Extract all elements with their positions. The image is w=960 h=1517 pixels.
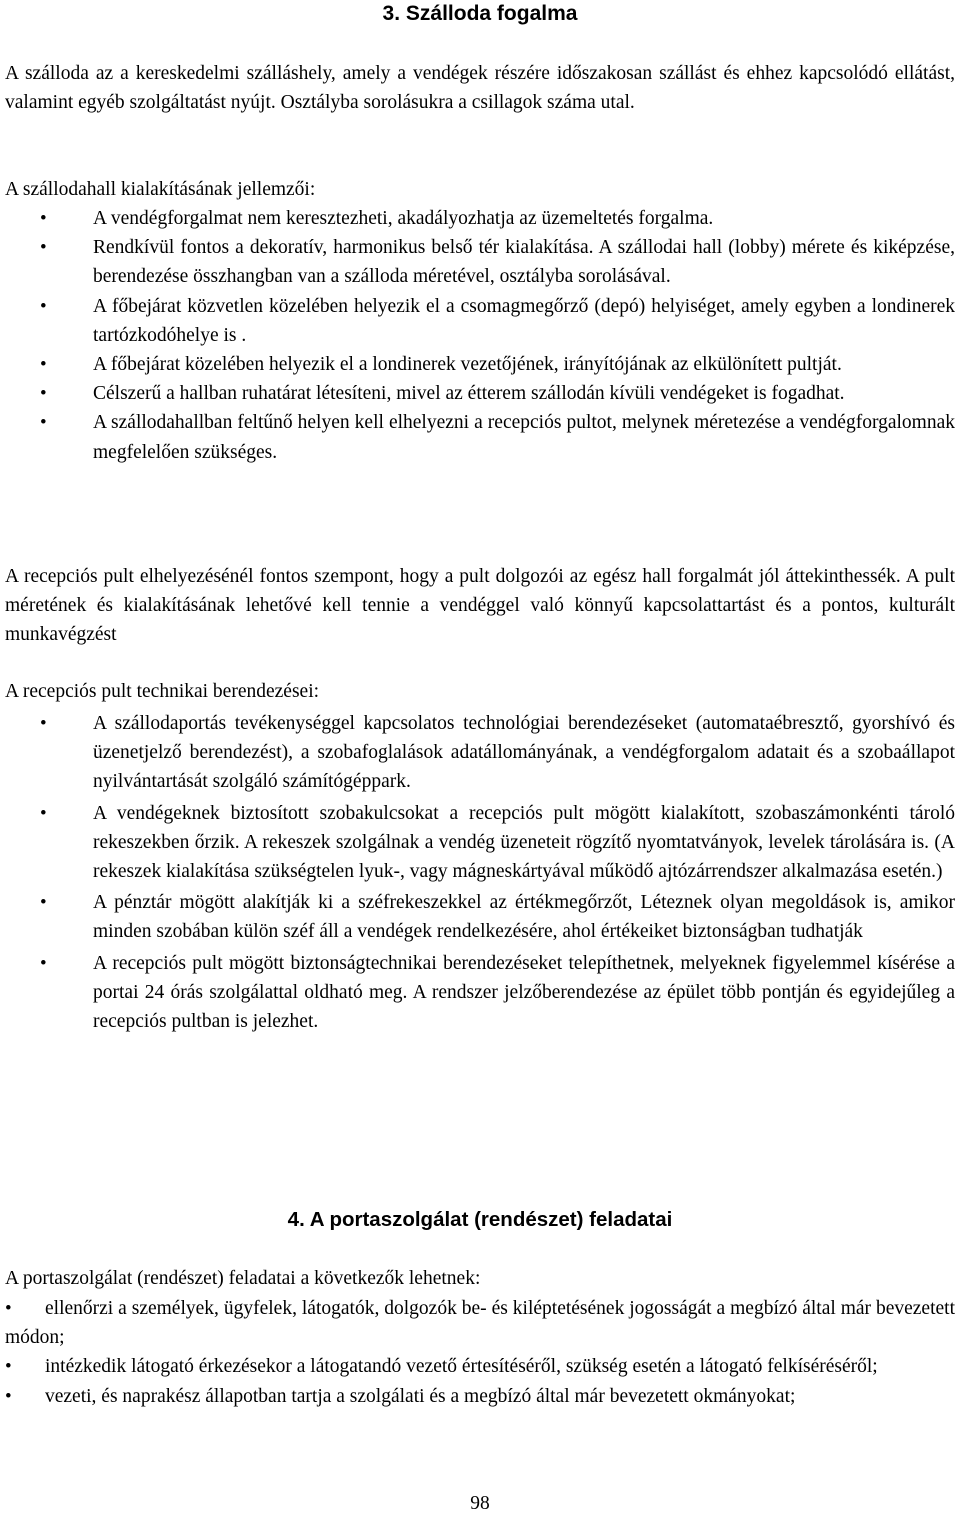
- bullet-icon: •: [40, 892, 47, 914]
- bullet-icon: •: [5, 1385, 12, 1407]
- bullet-icon: •: [40, 208, 47, 229]
- section-3-title: 3. Szálloda fogalma: [382, 2, 578, 25]
- list-item: • A vendégforgalmat nem keresztezheti, akadályozhatja az üzemeltetés forgalma.: [93, 204, 955, 233]
- list-item: • ellenőrzi a személyek, ügyfelek, látogatók, dolgozók be- és kiléptetésének jogosságát a megbízó által már bevezetett módon;: [5, 1294, 955, 1352]
- equipment-heading: A recepciós pult technikai berendezései:: [5, 681, 320, 702]
- list-item: • A szállodahallban feltűnő helyen kell elhelyezni a recepciós pultot, melynek méretezése a vendégforgalomnak megfelelően szükséges.: [93, 408, 955, 466]
- bullet-icon: •: [40, 802, 47, 824]
- lobby-list: [40, 204, 955, 467]
- lobby-heading: A szállodahall kialakításának jellemzői:: [5, 179, 316, 200]
- list-item: • vezeti, és naprakész állapotban tartja a szolgálati és a megbízó által már bevezetett okmányokat;: [5, 1382, 955, 1411]
- bullet-icon: •: [40, 237, 47, 259]
- section-4-title: 4. A portaszolgálat (rendészet) feladatai: [287, 1208, 673, 1231]
- bullet-icon: •: [40, 295, 47, 317]
- equipment-list: [40, 709, 955, 1036]
- section-4-intro: A portaszolgálat (rendészet) feladatai a következők lehetnek:: [5, 1268, 481, 1289]
- list-item: • intézkedik látogató érkezésekor a látogatandó vezető értesítéséről, szükség esetén a látogató felkíséréséről;: [5, 1352, 955, 1381]
- bullet-icon: •: [5, 1356, 12, 1378]
- bullet-icon: •: [40, 412, 47, 434]
- list-item: • A szállodaportás tevékenységgel kapcsolatos technológiai berendezéseket (automataébresztő, gyorshívó és üzenetjelző berendezést), a szobafoglalások adatállományának, a vendégforgalom adatait és a szobaállapot nyilvántartását szolgáló számítógéppark.: [93, 709, 955, 797]
- bullet-icon: •: [40, 952, 47, 974]
- list-item: • A főbejárat közelében helyezik el a londinerek vezetőjének, irányítójának az elkülönített pultját.: [93, 350, 955, 379]
- page-number: 98: [470, 1493, 490, 1514]
- bullet-icon: •: [5, 1298, 12, 1319]
- bullet-icon: •: [40, 713, 47, 734]
- section-3-intro: A szálloda az a kereskedelmi szálláshely, amely a vendégek részére időszakosan szállást és ehhez kapcsolódó ellátást, valamint egyéb szolgáltatást nyújt. Osztályba sorolásukra a csillagok száma utal.: [5, 63, 955, 114]
- duties-list: [5, 1294, 955, 1411]
- reception-paragraph: A recepciós pult elhelyezésénél fontos szempont, hogy a pult dolgozói az egész hall forgalmát jól áttekinthessék. A pult méretének és kialakításának lehetővé kell tennie a vendéggel való könnyű kapcsolattartást és a pontos, kulturált munkavégzést: [5, 566, 955, 646]
- list-item: • Rendkívül fontos a dekoratív, harmonikus belső tér kialakítása. A szállodai hall (lobby) mérete és kiképzése, berendezése összhangban van a szálloda méretével, osztályba sorolásával.: [93, 233, 955, 291]
- list-item: • A pénztár mögött alakítják ki a széfrekeszekkel az értékmegőrzőt, Léteznek olyan megoldások is, amikor minden szobában külön széf áll a vendégek rendelkezésére, ahol értékeiket biztonságban tudhatják: [93, 888, 955, 946]
- list-item: • A vendégeknek biztosított szobakulcsokat a recepciós pult mögött kialakított, szobaszámonkénti tároló rekeszekben őrzik. A rekeszek szolgálnak a vendég üzeneteit rögzítő nyomtatványok, levelek tárolására is. (A rekeszek kialakítása szükségtelen lyuk-, vagy mágneskártyával működő ajtózárrendszer alkalmazása esetén.): [93, 799, 955, 887]
- bullet-icon: •: [40, 383, 47, 405]
- bullet-icon: •: [40, 354, 47, 376]
- list-item: • A főbejárat közvetlen közelében helyezik el a csomagmegőrző (depó) helyiséget, amely egyben a londinerek tartózkodóhelye is .: [93, 292, 955, 350]
- list-item: • A recepciós pult mögött biztonságtechnikai berendezéseket telepíthetnek, melyeknek figyelemmel kísérése a portai 24 órás szolgálattal oldható meg. A rendszer jelzőberendezése az épület több pontján és egyidejűleg a recepciós pultban is jelezhet.: [93, 949, 955, 1037]
- list-item: • Célszerű a hallban ruhatárat létesíteni, mivel az étterem szállodán kívüli vendégeket is fogadhat.: [93, 379, 955, 408]
